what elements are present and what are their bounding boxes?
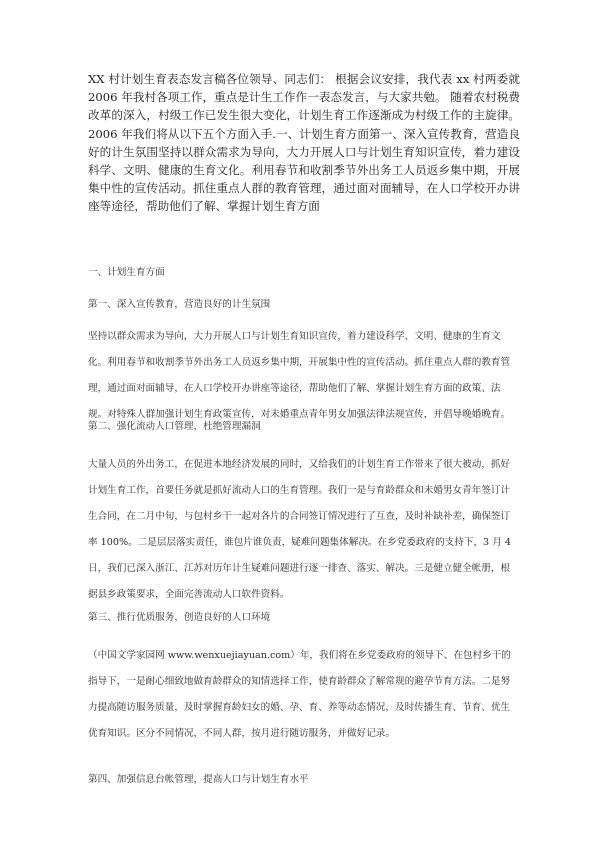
intro-paragraph: XX 村计划生育表态发言稿各位领导、同志们： 根据会议安排，我代表 xx 村两委就 2006 年我村各项工作，重点是计生工作作一表态发言，与大家共勉。 随着农村税费改革的深入，村级工作已发生很大变化，计划生育工作逐渐成为村级工作的主旋律。2006 年我们将从以下五个方面入手.一、计划生育方面第一、深入宣传教育，营造良好的计生氛围坚持以群众需求为导向，大力开展人口与计划生育知识宣传，着力建设科学、文明、健康的生育文化。利用春节和收割季节外出务工人员返乡集中期，开展集中性的宣传活动。抓住重点人群的教育管理，通过面对面辅导，在人口学校开办讲座等途径，帮助他们了解、掌握计划生育方面 [88,72,520,214]
item-body-floating-population: 大量人员的外出务工，在促进本地经济发展的同时，又给我们的计划生育工作带来了很大被动，抓好计划生育工作，首要任务就是抓好流动人口的生育管理。我们一是与育龄群众和未婚男女青年签订计生合同，在二月中旬，与包村乡干一起对各片的合同签订情况进行了互查，及时补缺补差，确保签订率 100%。二是层层落实责任，谁包片谁负责，疑难问题集体解决。在乡党委政府的支持下，3 月 4 日，我们已深入浙江、江苏对历年计生疑难问题进行逐一排查、落实、解决。三是健立健全帐册，根据县乡政策要求，全面完善流动人口软件资料。 [88,459,511,600]
item-body-publicity: 坚持以群众需求为导向，大力开展人口与计划生育知识宣传，着力建设科学、文明、健康的生育文化。利用春节和收割季节外出务工人员返乡集中期，开展集中性的宣传活动。抓住重点人群的教育管理，通过面对面辅导，在人口学校开办讲座等途径，帮助他们了解、掌握计划生育方面的政策、法规。对特殊人群加强计划生育政策宣传，对未婚重点青年男女加强法律法规宣传，并倡导晚婚晚育。 [88,331,511,420]
section-heading-family-planning: 一、计划生育方面 [88,267,165,278]
item-body-quality-service: （中国文学家园网 www.wenxuejiayuan.com）年，我们将在乡党委政府的领导下、在包村乡干的指导下，一是耐心细致地做育龄群众的知情选择工作，使育龄群众了解常规的避孕节育方法。二是努力提高随访服务质量，及时掌握育龄妇女的婚、孕、育、养等动态情况，及时传播生育、节育、优生优育知识。区分不同情况，不同人群，按月进行随访服务，并做好记录。 [88,650,511,739]
item-heading-records-management: 第四、加强信息台帐管理，提高人口与计划生育水平 [88,774,309,785]
item-heading-publicity: 第一、深入宣传教育，营造良好的计生氛围 [88,299,271,310]
item-heading-quality-service: 第三、推行优质服务，创造良好的人口环境 [88,612,271,623]
item-heading-floating-population: 第二、强化流动人口管理，杜绝管理漏洞 [88,421,261,432]
